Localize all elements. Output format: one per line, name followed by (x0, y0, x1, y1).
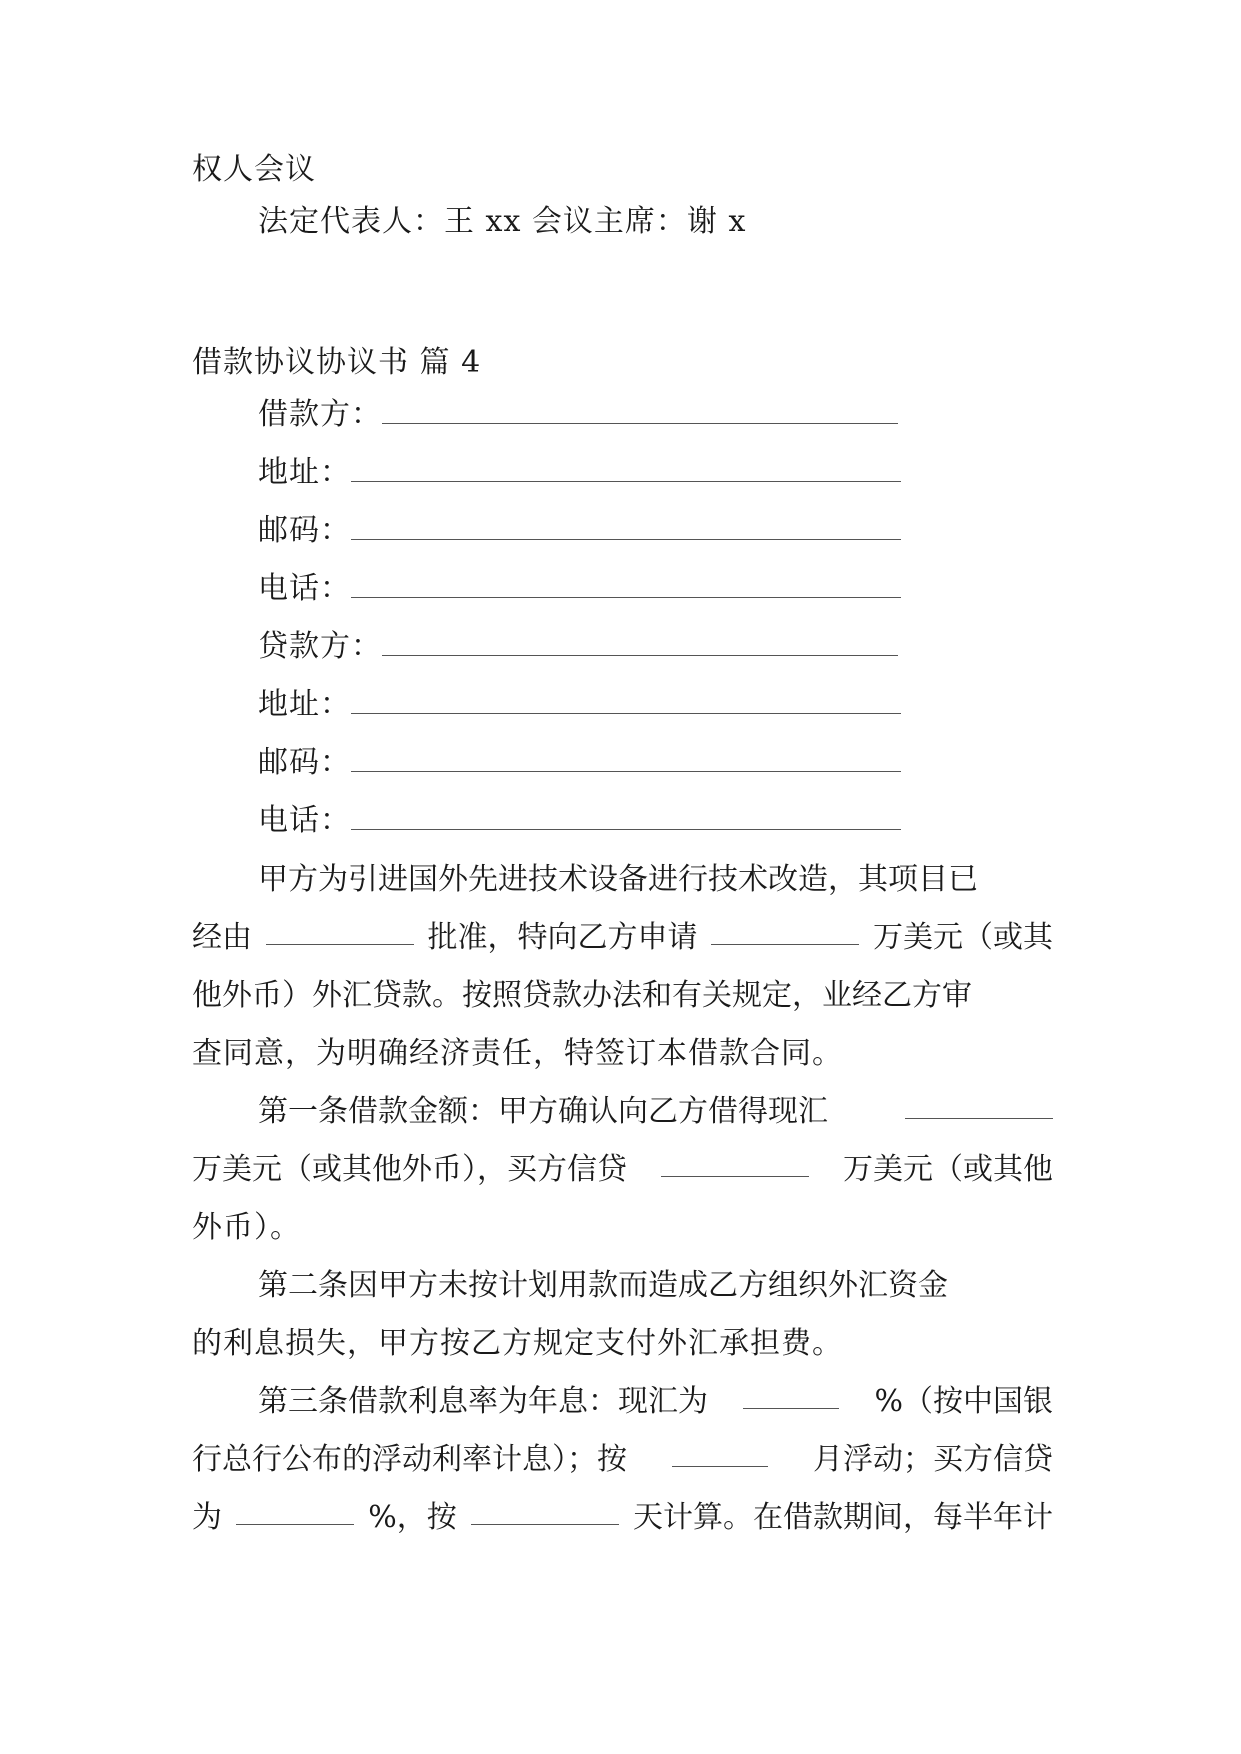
paragraph-line: 外币）。 (192, 1210, 301, 1245)
text-run: 万美元（或其他外币），买方信贷 (192, 1152, 627, 1187)
text-run: 万美元（或其他 (843, 1152, 1053, 1187)
field-label: 地址： (258, 687, 351, 722)
fill-in-blank (743, 1382, 839, 1409)
paragraph-line (258, 860, 1053, 900)
paragraph-line (258, 1092, 1053, 1132)
text-run: 第三条借款利息率为年息：现汇为 (258, 1384, 708, 1419)
text-run: %（按中国银 (874, 1384, 1053, 1419)
paragraph-line: 查同意，为明确经济责任，特签订本借款合同。 (192, 1036, 843, 1071)
text-run: 行总行公布的浮动利率计息）；按 (192, 1442, 627, 1477)
page-fragment-heading: 权人会议 (192, 152, 316, 187)
paragraph-line (192, 976, 1053, 1016)
text-run: %，按 (368, 1500, 457, 1535)
fill-in-blank (711, 918, 859, 945)
field-label: 电话： (258, 571, 351, 606)
fill-in-blank (382, 629, 898, 656)
text-run: 为 (192, 1500, 222, 1535)
fill-in-blank (905, 1092, 1053, 1119)
paragraph-line (192, 918, 1053, 958)
text-run: 第二条因甲方未按计划用款而造成乙方组织外汇资金 (258, 1268, 948, 1303)
fill-in-blank (382, 397, 898, 424)
lender-address-field (258, 685, 901, 725)
borrower-address-field (258, 453, 901, 493)
borrower-postcode-field (258, 511, 901, 551)
fill-in-blank (351, 803, 901, 830)
paragraph-line (258, 1382, 1053, 1422)
paragraph-line (258, 1266, 1053, 1306)
field-label: 电话： (258, 803, 351, 838)
section-title: 借款协议协议书 篇 4 (192, 345, 482, 380)
fill-in-blank (672, 1440, 768, 1467)
field-label: 邮码： (258, 513, 351, 548)
fill-in-blank (351, 687, 901, 714)
fill-in-blank (351, 571, 901, 598)
field-label: 地址： (258, 455, 351, 490)
lender-phone-field (258, 801, 901, 841)
fill-in-blank (266, 918, 414, 945)
fill-in-blank (236, 1498, 354, 1525)
text-run: 万美元（或其 (873, 920, 1053, 955)
lender-field (258, 627, 898, 667)
borrower-field (258, 395, 898, 435)
representative-line: 法定代表人：王 xx 会议主席：谢 x (258, 204, 747, 239)
lender-postcode-field (258, 743, 901, 783)
text-run: 甲方为引进国外先进技术设备进行技术改造，其项目已 (258, 862, 978, 897)
paragraph-line: 的利息损失，甲方按乙方规定支付外汇承担费。 (192, 1326, 843, 1361)
field-label: 贷款方： (258, 629, 382, 664)
fill-in-blank (351, 455, 901, 482)
paragraph-line (192, 1440, 1053, 1480)
text-run: 月浮动；买方信贷 (813, 1442, 1053, 1477)
fill-in-blank (351, 513, 901, 540)
text-run: 天计算。在借款期间，每半年计 (632, 1500, 1053, 1535)
text-run: 经由 (192, 920, 252, 955)
fill-in-blank (661, 1150, 809, 1177)
text-run: 批准，特向乙方申请 (427, 920, 698, 955)
fill-in-blank (471, 1498, 619, 1525)
fill-in-blank (351, 745, 901, 772)
paragraph-line (192, 1150, 1053, 1190)
text-run: 他外币）外汇贷款。按照贷款办法和有关规定，业经乙方审 (192, 978, 972, 1013)
field-label: 借款方： (258, 397, 382, 432)
text-run: 第一条借款金额：甲方确认向乙方借得现汇 (258, 1094, 828, 1129)
field-label: 邮码： (258, 745, 351, 780)
borrower-phone-field (258, 569, 901, 609)
paragraph-line (192, 1498, 1053, 1538)
